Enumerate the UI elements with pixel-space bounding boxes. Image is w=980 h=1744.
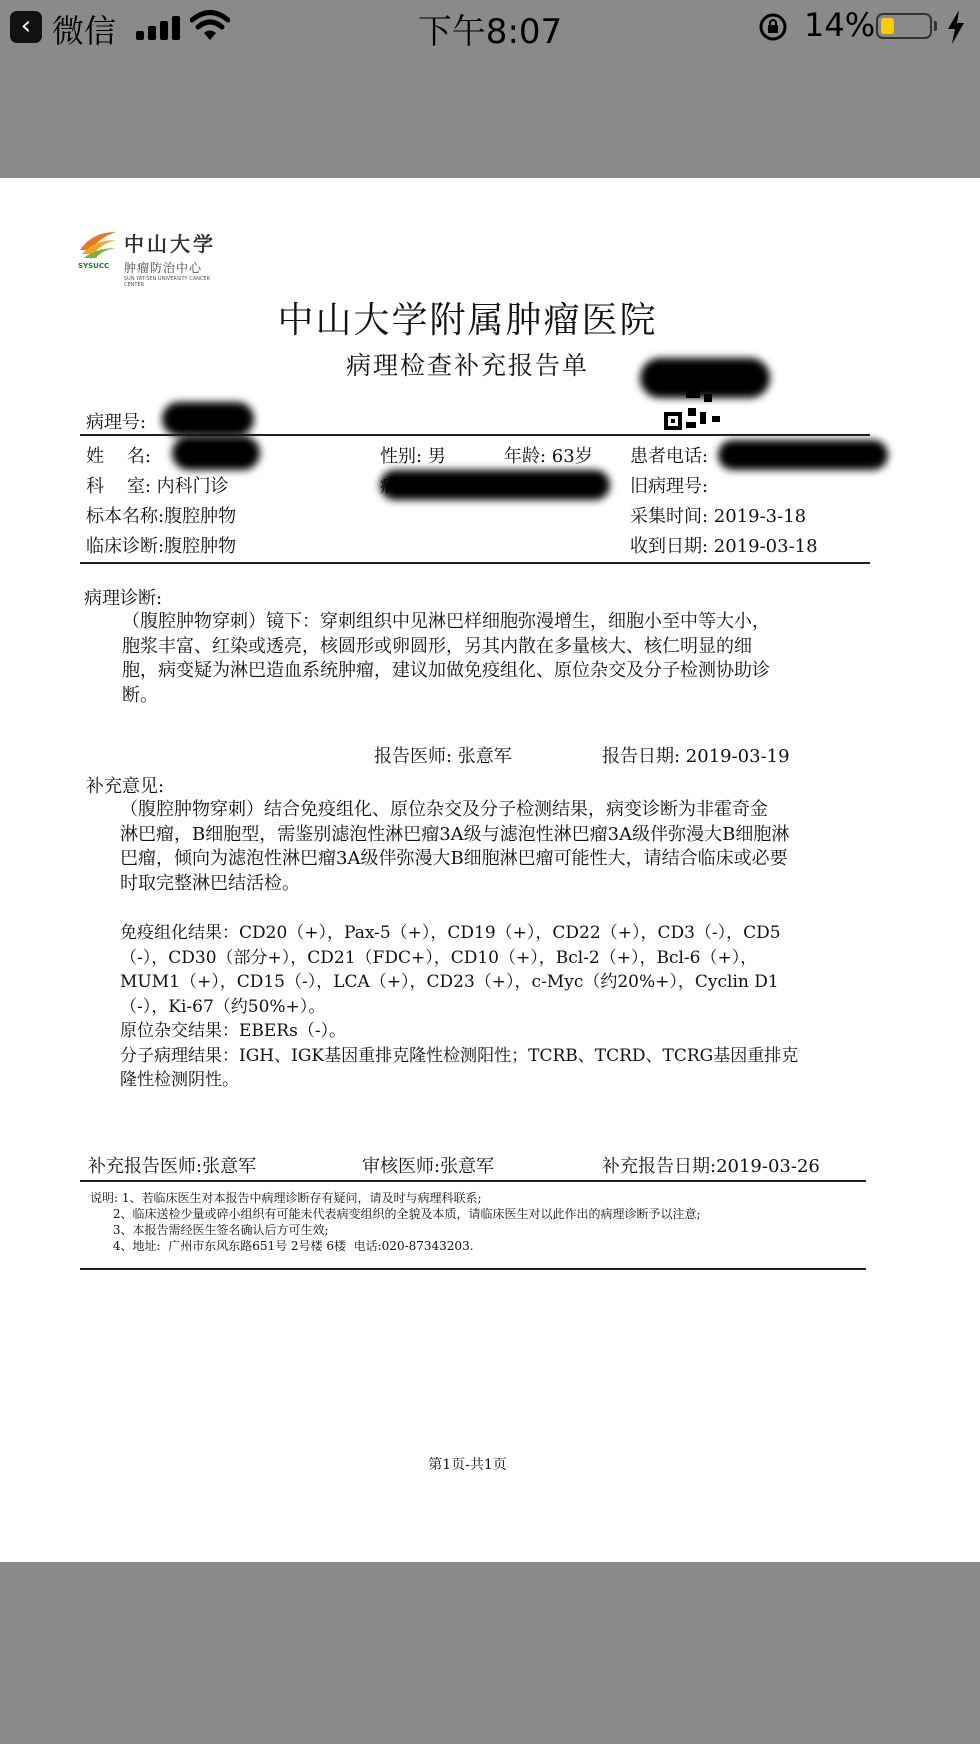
supplement-line: 淋巴瘤，B细胞型，需鉴别滤泡性淋巴瘤3A级与滤泡性淋巴瘤3A级伴弥漫大B细胞淋 (120, 823, 790, 845)
redaction-qr (640, 358, 770, 398)
logo-mark: SYSUCC (78, 262, 110, 270)
field-phone-label: 患者电话: (630, 446, 709, 467)
charging-icon (946, 10, 966, 44)
info-divider (80, 562, 870, 564)
diagnosis-text (122, 610, 842, 708)
hospital-logo (78, 228, 228, 288)
note-line: 说明: 1、若临床医生对本报告中病理诊断存有疑问，请及时与病理科联系; (90, 1191, 482, 1205)
notes (90, 1190, 701, 1254)
supplement-label: 补充意见: (86, 776, 165, 797)
field-clinical-diagnosis: 临床诊断:腹腔肿物 (86, 536, 237, 557)
diagnosis-line: 胞，病变疑为淋巴造血系统肿瘤，建议加做免疫组化、原位杂交及分子检测协助诊 (122, 660, 770, 681)
molecular-line: 分子病理结果：IGH、IGK基因重排克隆性检测阳性；TCRB、TCRD、TCRG基因重排克 (120, 1045, 799, 1066)
note-line: 4、地址: 广州市东风东路651号 2号楼 6楼 电话:020-87343203. (90, 1239, 474, 1253)
logo-subtitle: 肿瘤防治中心 (124, 261, 203, 275)
pathology-no-label: 病理号: (86, 412, 147, 433)
field-old-pathology-no: 旧病理号: (630, 476, 709, 497)
molecular-line: 隆性检测阴性。 (120, 1070, 239, 1090)
battery-percent: 14% (804, 6, 876, 44)
diagnosis-line: 胞浆丰富、红染或透亮，核圆形或卵圆形，另其内散在多量核大、核仁明显的细 (122, 635, 752, 657)
ihc-line: 免疫组化结果：CD20（+），Pax-5（+），CD19（+），CD22（+），CD3（-），CD5 (120, 923, 781, 943)
battery-cap (934, 21, 937, 31)
logo-name: 中山大学 (124, 232, 216, 256)
field-age: 年龄: 63岁 (504, 446, 593, 467)
report-title: 病理检查补充报告单 (345, 351, 589, 380)
sysucc-logo-icon (78, 228, 120, 262)
ihc-line: （-），CD30（部分+），CD21（FDC+），CD10（+），Bcl-2（+），Bcl-6（+）， (120, 947, 758, 968)
note-line: 2、临床送检少量或碎小组织有可能未代表病变组织的全貌及本质，请临床医生对以此作出的病理诊断予以注意; (90, 1207, 701, 1221)
field-received-date: 收到日期: 2019-03-18 (630, 536, 818, 557)
note-line: 3、本报告需经医生签名确认后方可生效; (90, 1223, 329, 1237)
ihc-line: MUM1（+），CD15（-），LCA（+），CD23（+），c-Myc（约20%+），Cyclin D1 (120, 972, 779, 992)
redaction-phone (718, 440, 888, 470)
field-specimen: 标本名称:腹腔肿物 (86, 506, 237, 527)
review-doctor: 审核医师:张意军 (362, 1156, 495, 1177)
field-gender: 性别: 男 (380, 446, 446, 467)
ihc-line: （-），Ki-67（约50%+）。 (120, 996, 326, 1017)
field-collect-time: 采集时间: 2019-3-18 (630, 506, 807, 527)
hospital-title: 中山大学附属肿瘤医院 (277, 300, 658, 341)
redaction-pathology-no (162, 402, 254, 436)
diagnosis-label: 病理诊断: (84, 588, 163, 609)
field-name-label: 姓 名: (86, 446, 151, 467)
orientation-lock-icon (758, 12, 788, 42)
supplement-line: 时取完整淋巴结活检。 (120, 872, 300, 894)
report-doctor: 报告医师: 张意军 (374, 746, 512, 767)
back-arrow-icon[interactable]: ‹ (10, 11, 42, 43)
report-date: 报告日期: 2019-03-19 (602, 746, 790, 767)
supplement-line: 巴瘤，倾向为滤泡性淋巴瘤3A级伴弥漫大B细胞淋巴瘤可能性大，请结合临床或必要 (120, 848, 788, 869)
supplement-line: （腹腔肿物穿刺）结合免疫组化、原位杂交及分子检测结果，病变诊断为非霍奇金 (120, 799, 768, 820)
page-number: 第1页-共1页 (428, 1457, 507, 1473)
report-page (0, 178, 980, 1562)
diagnosis-line: 断。 (122, 684, 158, 706)
signature-divider (80, 1180, 866, 1182)
status-time: 下午8:07 (417, 12, 563, 52)
status-bar (0, 0, 980, 56)
diagnosis-line: （腹腔肿物穿刺）镜下：穿刺组织中见淋巴样细胞弥漫增生，细胞小至中等大小， (122, 611, 770, 632)
ish-line: 原位杂交结果：EBERs（-）。 (120, 1021, 347, 1041)
supplement-doctor: 补充报告医师:张意军 (88, 1156, 257, 1177)
logo-english: SUN YAT-SEN UNIVERSITY CANCER CENTER (124, 276, 210, 288)
notes-divider (80, 1268, 866, 1270)
field-dept: 科 室: 内科门诊 (86, 476, 229, 497)
redaction-name (172, 436, 260, 470)
logo-text (124, 228, 228, 288)
battery-icon (876, 13, 932, 39)
battery-level (881, 18, 894, 34)
supplement-text (120, 798, 860, 896)
redaction-inpatient (380, 470, 610, 500)
supplement-date: 补充报告日期:2019-03-26 (602, 1156, 820, 1177)
ihc-results (120, 921, 860, 1093)
back-app-label[interactable]: 微信 (52, 12, 117, 50)
